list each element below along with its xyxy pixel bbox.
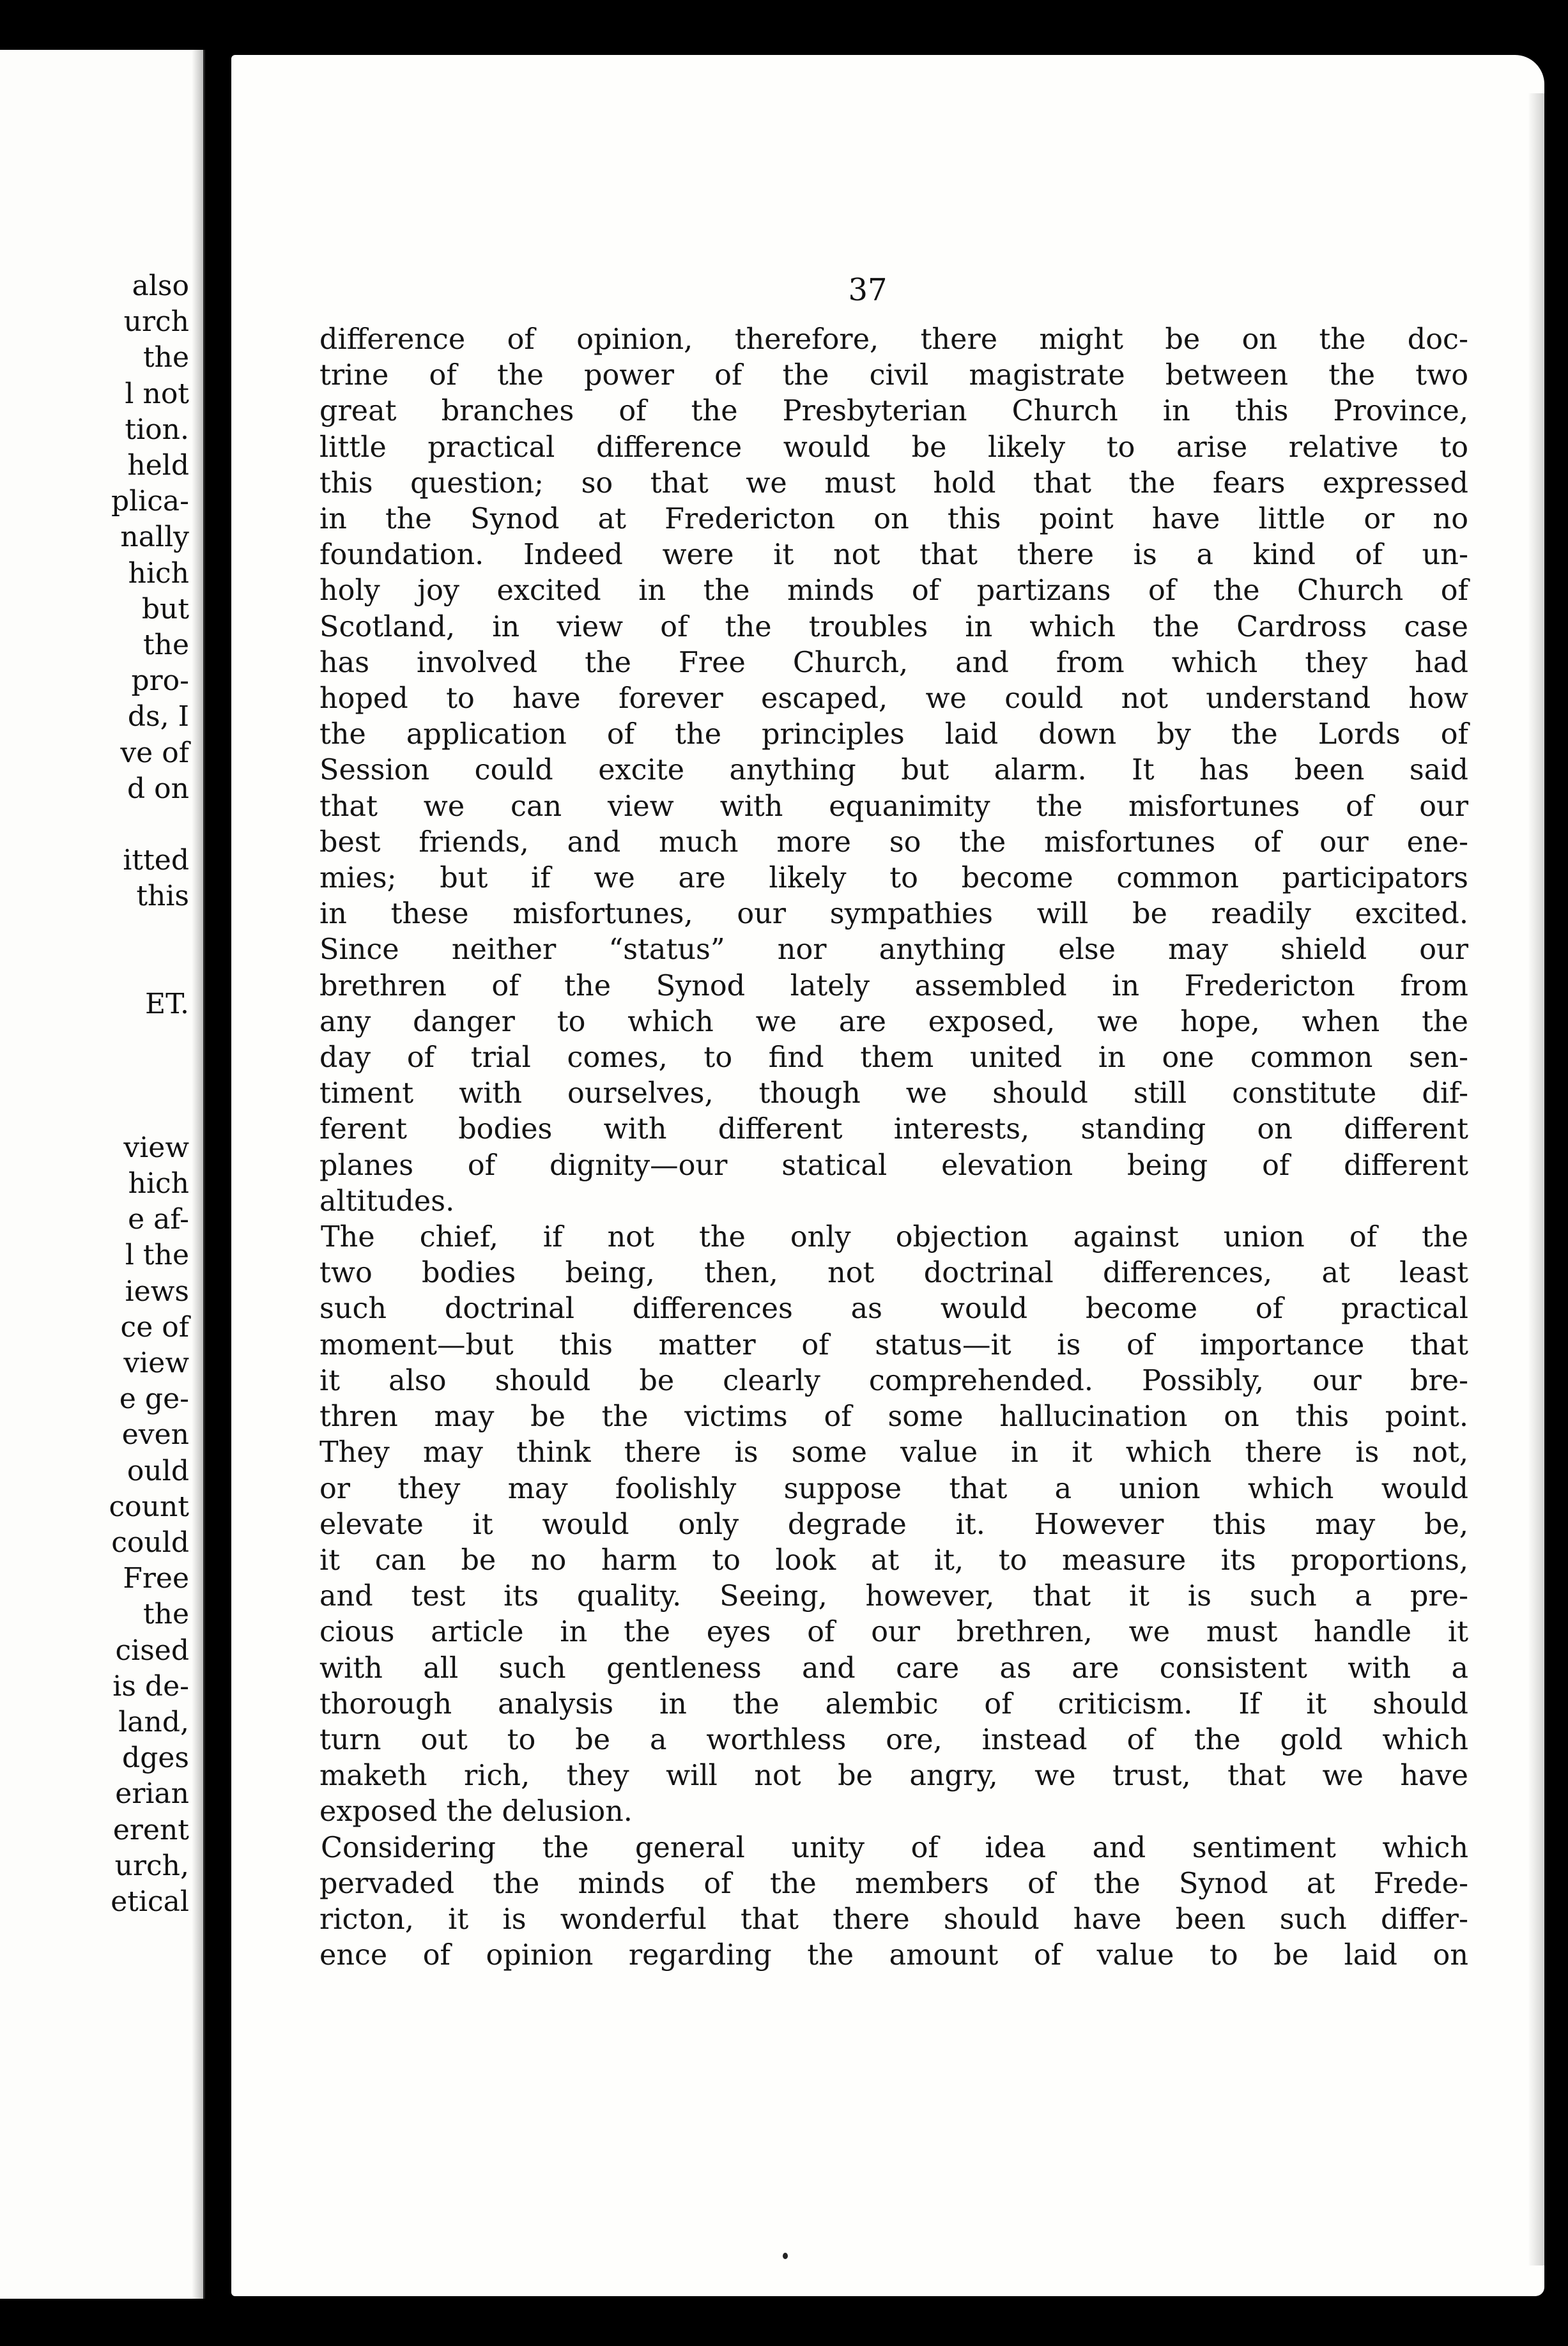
left-page-fragment: urch, (114, 1849, 189, 1882)
left-page-fragment: etical (111, 1885, 189, 1918)
text-line: Scotland, in view of the troubles in which the Cardross case (319, 610, 1468, 643)
text-line: They may think there is some value in it which there is not, (319, 1436, 1468, 1469)
text-line: with all such gentleness and care as are consistent with a (319, 1652, 1468, 1685)
left-page-fragment: urch (123, 305, 189, 339)
text-line: altitudes. (319, 1184, 455, 1218)
text-line: mies; but if we are likely to become common participators (319, 862, 1468, 895)
text-line: best friends, and much more so the misfortunes of our ene- (319, 825, 1468, 859)
text-line: timent with ourselves, though we should still constitute dif- (319, 1077, 1468, 1110)
left-page-fragment: hich (128, 1167, 189, 1200)
left-page-fragment: this (136, 880, 189, 913)
text-line: difference of opinion, therefore, there might be on the doc- (319, 323, 1468, 356)
text-line: trine of the power of the civil magistrate between the two (319, 359, 1468, 392)
left-page-fragment: e af- (128, 1203, 189, 1236)
text-line: Session could excite anything but alarm. It has been said (319, 754, 1468, 787)
left-page-fragment: also (132, 270, 189, 302)
text-line: in these misfortunes, our sympathies will be readily excited. (319, 898, 1468, 931)
text-line: it can be no harm to look at it, to measure its proportions, (319, 1544, 1468, 1577)
text-line: Since neither “status” nor anything else may shield our (319, 933, 1468, 967)
text-line: brethren of the Synod lately assembled in Fredericton from (319, 969, 1468, 1002)
text-line: elevate it would only degrade it. However this may be, (319, 1508, 1468, 1541)
left-page-fragment: nally (120, 521, 189, 554)
left-page-fragment: tion. (125, 413, 189, 446)
text-line: such doctrinal differences as would become of practical (319, 1292, 1468, 1326)
text-line: thorough analysis in the alembic of criticism. If it should (319, 1687, 1468, 1721)
left-page-fragment: Free (123, 1562, 189, 1595)
text-line: exposed the delusion. (319, 1795, 633, 1828)
left-page-fragment: d on (127, 772, 189, 805)
gutter-shadow (192, 50, 203, 2299)
text-line: ence of opinion regarding the amount of value to be laid on (319, 1939, 1468, 1972)
text-line: cious article in the eyes of our brethren, we must handle it (319, 1616, 1468, 1649)
left-page-fragment: erian (115, 1777, 189, 1811)
text-line: the application of the principles laid down by the Lords of (319, 718, 1468, 751)
text-line: any danger to which we are exposed, we hope, when the (319, 1005, 1468, 1038)
text-line: this question; so that we must hold that the fears expressed (319, 466, 1468, 500)
left-page-fragment: view (123, 1347, 189, 1379)
left-page-fragment: ET. (145, 988, 189, 1020)
left-page-fragment: view (123, 1131, 189, 1164)
text-line: ferent bodies with different interests, standing on different (319, 1113, 1468, 1146)
left-page-fragment: iews (125, 1275, 189, 1308)
text-line: The chief, if not the only objection against union of the (321, 1221, 1468, 1254)
left-page-fragment: land, (118, 1706, 189, 1738)
text-line: it also should be clearly comprehended. Possibly, our bre- (319, 1364, 1468, 1397)
text-line: day of trial comes, to find them united in one common sen- (319, 1041, 1468, 1075)
left-page-fragment: but (141, 592, 189, 625)
print-speck (783, 2253, 788, 2259)
left-page-fragment: the (142, 629, 189, 661)
text-line: foundation. Indeed were it not that there is a kind of un- (319, 539, 1468, 572)
text-line: or they may foolishly suppose that a union which would (319, 1472, 1468, 1505)
text-line: Considering the general unity of idea and sentiment which (321, 1831, 1468, 1864)
text-line: two bodies being, then, not doctrinal differences, at least (319, 1257, 1468, 1290)
text-line: turn out to be a worthless ore, instead of the gold which (319, 1723, 1468, 1756)
left-page-fragment: pro- (131, 664, 189, 698)
left-page-fragment: the (142, 341, 189, 374)
left-page-fragment: erent (112, 1813, 189, 1846)
page-body-text (319, 322, 1468, 1974)
left-page-fragment: could (111, 1526, 189, 1559)
text-line: has involved the Free Church, and from which they had (319, 646, 1468, 679)
left-page-fragment: itted (123, 844, 189, 877)
left-page-fragment: ds, I (127, 700, 189, 733)
text-line: pervaded the minds of the members of the Synod at Frede- (319, 1867, 1468, 1900)
left-page-fragment: held (127, 449, 189, 482)
text-line: little practical difference would be likely to arise relative to (319, 431, 1468, 464)
text-line: hoped to have forever escaped, we could not understand how (319, 682, 1468, 716)
left-page-fragment: the (142, 1598, 189, 1631)
text-line: holy joy excited in the minds of partizans of the Church of (319, 574, 1468, 608)
text-line: great branches of the Presbyterian Church in this Province, (319, 395, 1468, 428)
left-facing-page (0, 50, 205, 2299)
text-line: in the Synod at Fredericton on this point have little or no (319, 503, 1468, 536)
left-page-fragment: cised (115, 1634, 189, 1667)
left-page-fragment: count (109, 1490, 189, 1523)
text-line: and test its quality. Seeing, however, that it is such a pre- (319, 1580, 1468, 1613)
right-page (231, 55, 1544, 2296)
left-page-fragment: ce of (120, 1310, 189, 1344)
text-line: moment—but this matter of status—it is of importance that (319, 1328, 1468, 1361)
left-page-fragment: plica- (111, 485, 189, 518)
left-page-fragment: l not (125, 377, 189, 410)
left-page-fragment: even (121, 1418, 189, 1452)
left-page-fragment: l the (125, 1239, 189, 1272)
left-page-fragment: ve of (120, 736, 189, 769)
page-edge-shadow (1528, 93, 1544, 2266)
text-line: maketh rich, they will not be angry, we trust, that we have (319, 1759, 1468, 1793)
left-page-fragment: e ge- (119, 1383, 189, 1416)
left-page-fragment: ould (127, 1454, 189, 1487)
left-page-fragment: is de- (112, 1669, 189, 1703)
left-page-fragment: dges (122, 1742, 189, 1775)
text-line: planes of dignity—our statical elevation being of different (319, 1149, 1468, 1182)
text-line: ricton, it is wonderful that there should have been such differ- (319, 1903, 1468, 1936)
left-page-fragment: hich (128, 556, 189, 590)
page-number: 37 (848, 272, 888, 308)
text-line: that we can view with equanimity the misfortunes of our (319, 790, 1468, 823)
text-line: thren may be the victims of some hallucination on this point. (319, 1400, 1468, 1434)
